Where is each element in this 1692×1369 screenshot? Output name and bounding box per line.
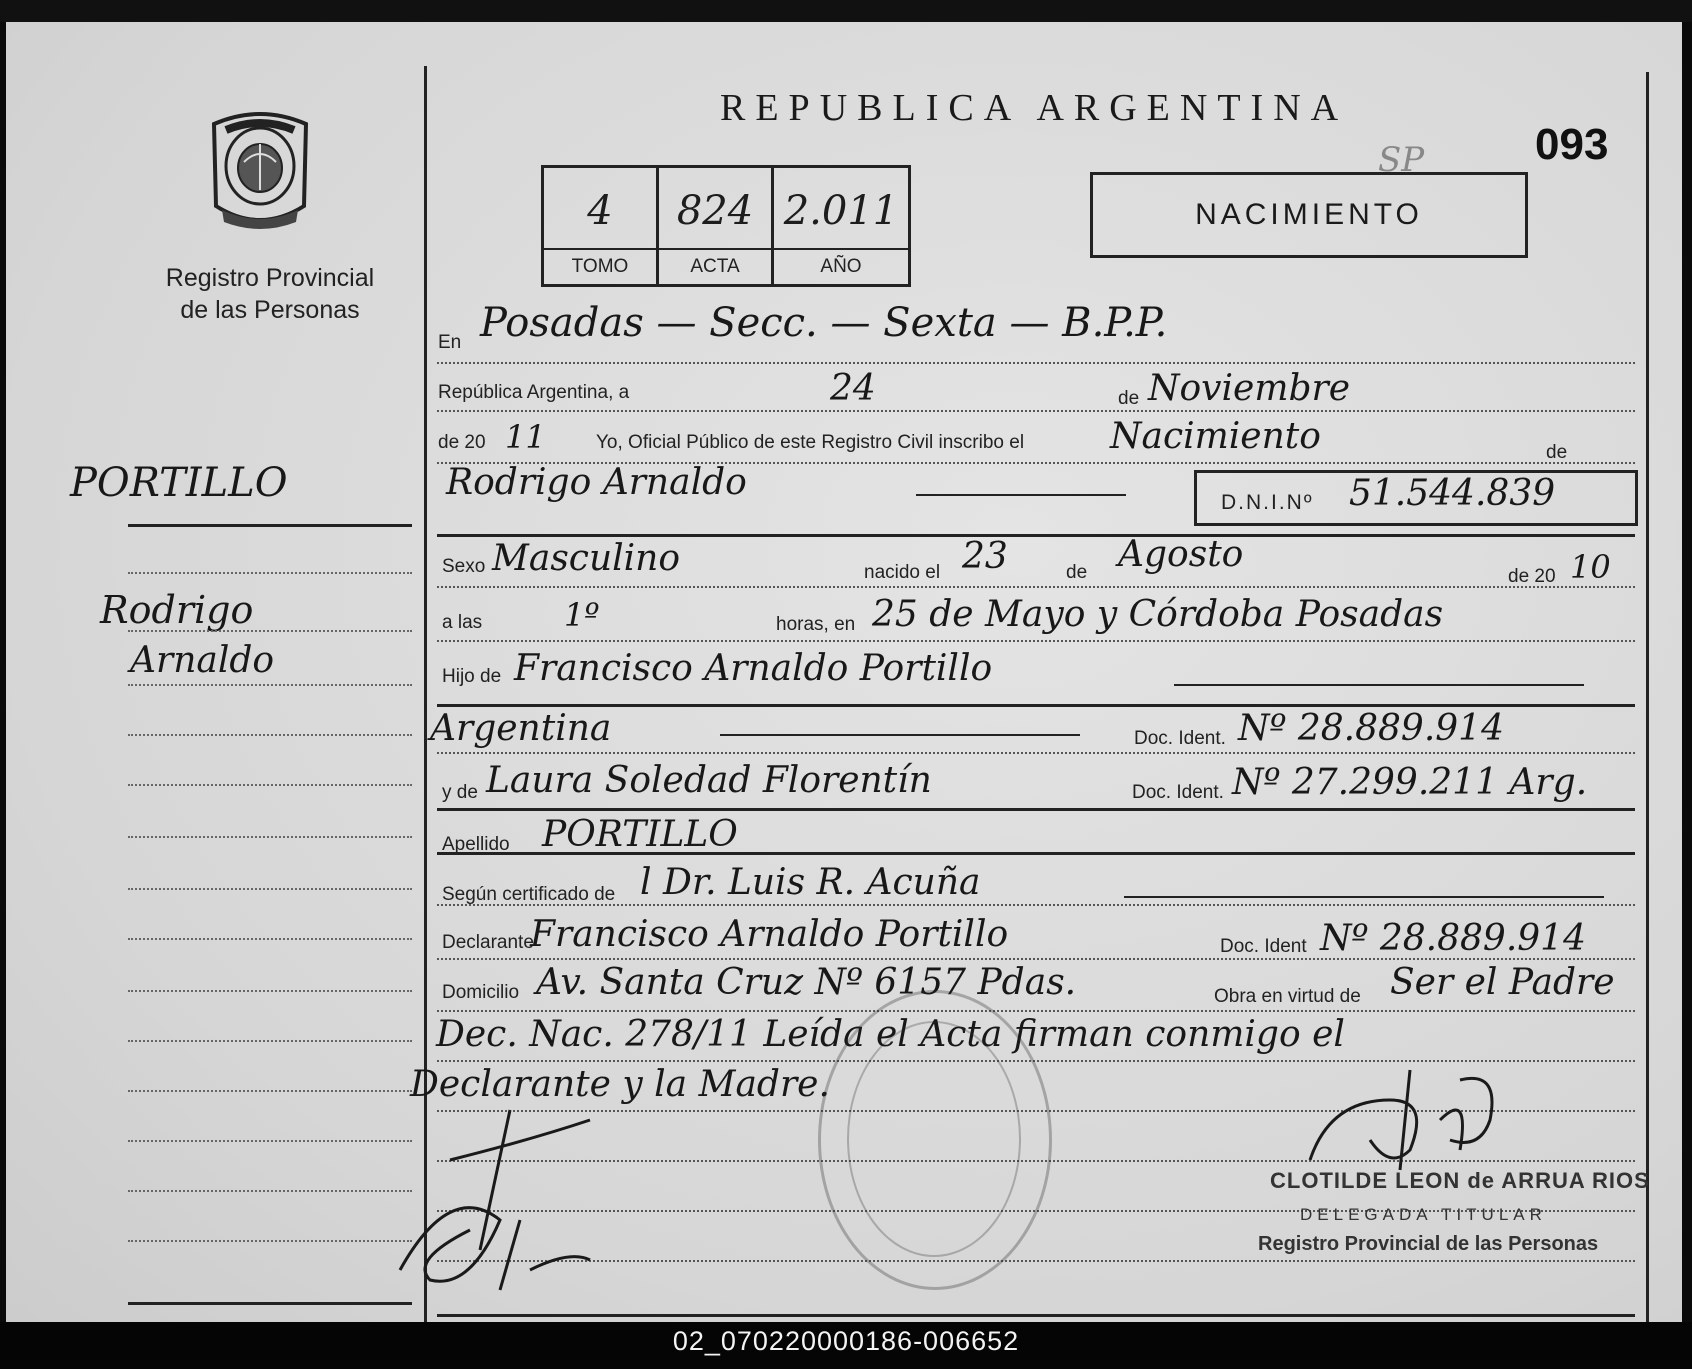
official-name: CLOTILDE LEON de ARRUA RIOS xyxy=(1270,1168,1650,1193)
margin-rule xyxy=(128,1302,412,1305)
doc-label-2: Doc. Ident. xyxy=(1132,782,1224,803)
oficial-text: Yo, Oficial Público de este Registro Civil inscribo el xyxy=(596,432,1025,453)
alas-label: a las xyxy=(442,612,483,633)
en-label: En xyxy=(438,332,462,353)
margin-rule xyxy=(128,1090,412,1092)
dni-box xyxy=(1194,470,1638,526)
month-value: Noviembre xyxy=(1148,368,1351,409)
acta-label: ACTA xyxy=(659,248,771,284)
declarant-signature-icon xyxy=(390,1100,650,1300)
margin-rule xyxy=(128,784,412,786)
nacido-label: nacido el xyxy=(864,562,941,583)
footer-code: 02_070220000186-006652 xyxy=(672,1326,1020,1356)
margin-rule xyxy=(128,524,412,527)
de-label-2: de xyxy=(1546,442,1568,463)
margin-rule xyxy=(128,1240,412,1242)
official-role: DELEGADA TITULAR xyxy=(1300,1205,1547,1224)
form-rule xyxy=(437,1010,1635,1012)
margin-surname: PORTILLO xyxy=(70,460,288,506)
dni-value: 51.544.839 xyxy=(1349,473,1556,514)
birth-year: 10 xyxy=(1570,548,1611,586)
note-line-1: Dec. Nac. 278/11 Leída el Acta firman conmigo el xyxy=(436,1014,1345,1055)
name-value: Rodrigo Arnaldo xyxy=(446,462,747,503)
doc-label-1: Doc. Ident. xyxy=(1134,728,1226,749)
hijo-label: Hijo de xyxy=(442,666,502,687)
inscribo-value: Nacimiento xyxy=(1110,416,1321,457)
fill-dash xyxy=(720,734,1080,736)
form-rule xyxy=(437,362,1635,364)
form-rule xyxy=(437,586,1635,588)
fill-dash xyxy=(1174,684,1584,686)
official-stamp-icon xyxy=(818,990,1052,1290)
official-org: Registro Provincial de las Personas xyxy=(1258,1233,1599,1255)
margin-annotation: SP xyxy=(1378,140,1425,180)
doc-label-3: Doc. Ident xyxy=(1220,936,1307,957)
tomo-value: 4 xyxy=(587,188,613,234)
segun-value: l Dr. Luis R. Acuña xyxy=(640,862,981,903)
margin-given-1: Rodrigo xyxy=(100,588,254,632)
margin-rule xyxy=(128,888,412,890)
horas-label: horas, en xyxy=(776,614,856,635)
domicilio-value: Av. Santa Cruz Nº 6157 Pdas. xyxy=(536,962,1077,1003)
year-value: 11 xyxy=(505,418,546,456)
yde-label: y de xyxy=(442,782,478,803)
stamp-inner-ring xyxy=(847,1021,1021,1257)
acta-value: 824 xyxy=(676,188,754,234)
apellido-value: PORTILLO xyxy=(542,814,738,855)
margin-rule xyxy=(128,1190,412,1192)
margin-rule xyxy=(128,734,412,736)
margin-rule xyxy=(128,572,412,574)
declarante-doc: Nº 28.889.914 xyxy=(1320,918,1586,959)
form-rule xyxy=(437,958,1635,960)
obra-value: Ser el Padre xyxy=(1390,962,1615,1003)
margin-rule xyxy=(128,1040,412,1042)
form-rule xyxy=(437,752,1635,754)
republica-label: República Argentina, a xyxy=(438,382,630,403)
margin-rule xyxy=(128,836,412,838)
section-rule xyxy=(437,704,1635,707)
anio-value: 2.011 xyxy=(783,188,899,234)
day-value: 24 xyxy=(830,368,876,409)
form-rule xyxy=(437,640,1635,642)
father-doc: Nº 28.889.914 xyxy=(1238,708,1504,749)
record-box xyxy=(541,165,911,287)
official-signature-icon xyxy=(1290,1060,1530,1180)
tomo-cell xyxy=(544,168,659,284)
place-value: 25 de Mayo y Córdoba Posadas xyxy=(872,594,1444,635)
right-border xyxy=(1646,72,1649,1322)
form-rule xyxy=(437,904,1635,906)
margin-rule xyxy=(128,1140,412,1142)
sexo-value: Masculino xyxy=(492,538,681,579)
form-rule xyxy=(437,410,1635,412)
country-header: REPUBLICA ARGENTINA xyxy=(720,87,1349,129)
top-border xyxy=(0,0,1692,22)
section-rule xyxy=(437,808,1635,811)
father-value: Francisco Arnaldo Portillo xyxy=(514,648,993,689)
birth-year-prefix: de 20 xyxy=(1508,566,1556,587)
serial-number: 093 xyxy=(1535,120,1609,169)
declarante-label: Declarante xyxy=(442,932,534,953)
margin-given-2: Arnaldo xyxy=(130,640,275,681)
registry-name: Registro Provincial de las Personas xyxy=(165,264,375,324)
margin-rule xyxy=(128,684,412,686)
acta-cell xyxy=(659,168,774,284)
de-label-3: de xyxy=(1066,562,1088,583)
section-rule xyxy=(437,852,1635,855)
margin-rule xyxy=(128,990,412,992)
year-prefix: de 20 xyxy=(438,432,486,453)
birth-month: Agosto xyxy=(1118,534,1244,575)
mother-value: Laura Soledad Florentín xyxy=(486,760,932,801)
hour-value: 1º xyxy=(564,596,600,634)
segun-label: Según certificado de xyxy=(442,884,616,905)
provincial-seal-icon xyxy=(204,110,316,232)
margin-rule xyxy=(128,630,412,632)
declarante-value: Francisco Arnaldo Portillo xyxy=(530,914,1009,955)
mother-doc: Nº 27.299.211 Arg. xyxy=(1232,762,1588,803)
margin-rule xyxy=(128,938,412,940)
obra-label: Obra en virtud de xyxy=(1214,986,1361,1007)
father-nationality: Argentina xyxy=(430,708,612,749)
sexo-label: Sexo xyxy=(442,556,486,577)
fill-dash xyxy=(916,494,1126,496)
tomo-label: TOMO xyxy=(544,248,656,284)
section-rule xyxy=(437,534,1635,537)
birth-day: 23 xyxy=(962,536,1008,577)
note-line-2: Declarante y la Madre. xyxy=(410,1064,830,1105)
record-type: NACIMIENTO xyxy=(1090,172,1528,258)
section-rule xyxy=(437,1314,1635,1317)
fill-dash xyxy=(1124,896,1604,898)
anio-label: AÑO xyxy=(774,248,908,284)
apellido-label: Apellido xyxy=(442,834,510,855)
domicilio-label: Domicilio xyxy=(442,982,520,1003)
de-label: de xyxy=(1118,388,1140,409)
en-value: Posadas — Secc. — Sexta — B.P.P. xyxy=(480,300,1168,346)
dni-label: D.N.I.Nº xyxy=(1221,491,1314,514)
anio-cell xyxy=(774,168,908,284)
